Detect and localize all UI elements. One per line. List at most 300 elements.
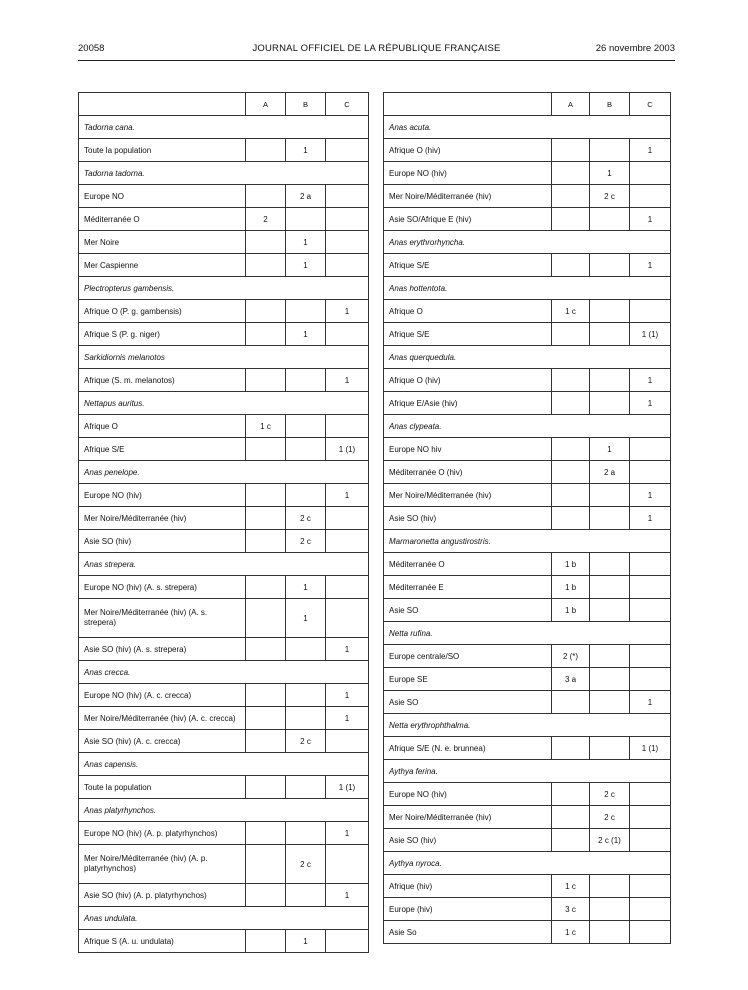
- value-a: [246, 822, 286, 845]
- population-label: Afrique O: [79, 415, 246, 438]
- value-b: 1: [286, 139, 326, 162]
- value-a: [246, 930, 286, 953]
- value-c: 1 (1): [630, 323, 671, 346]
- population-row: [79, 323, 369, 346]
- value-c: [630, 921, 671, 944]
- population-row: [384, 691, 671, 714]
- value-c: 1: [326, 884, 369, 907]
- population-row: [384, 369, 671, 392]
- population-label: Asie SO: [384, 599, 552, 622]
- value-a: [552, 369, 590, 392]
- value-b: [590, 208, 630, 231]
- value-c: [326, 139, 369, 162]
- value-b: [590, 300, 630, 323]
- population-row: [79, 845, 369, 884]
- value-a: [246, 231, 286, 254]
- value-c: [630, 438, 671, 461]
- value-b: 1: [286, 599, 326, 638]
- species-row: [384, 760, 671, 783]
- population-row: [384, 162, 671, 185]
- population-row: [79, 530, 369, 553]
- value-a: [552, 783, 590, 806]
- species-row: [79, 799, 369, 822]
- value-c: [326, 576, 369, 599]
- value-b: [286, 208, 326, 231]
- value-a: [552, 461, 590, 484]
- column-header-c: C: [326, 93, 369, 116]
- population-label: Méditerranée O: [384, 553, 552, 576]
- value-c: [326, 930, 369, 953]
- species-row: [384, 530, 671, 553]
- population-row: [79, 822, 369, 845]
- species-row: [79, 661, 369, 684]
- population-label: Europe (hiv): [384, 898, 552, 921]
- species-row: [384, 277, 671, 300]
- population-row: [384, 783, 671, 806]
- species-name: Tadorna cana.: [79, 116, 369, 139]
- species-row: [384, 231, 671, 254]
- population-row: [384, 392, 671, 415]
- value-a: [246, 369, 286, 392]
- value-b: [286, 300, 326, 323]
- population-label: Mer Noire/Méditerranée (hiv) (A. c. crecca): [79, 707, 246, 730]
- value-b: [590, 599, 630, 622]
- value-b: [590, 484, 630, 507]
- value-b: [286, 638, 326, 661]
- species-name: Tadorna tadorna.: [79, 162, 369, 185]
- population-label: Afrique S/E: [79, 438, 246, 461]
- species-name: Anas erythrorhyncha.: [384, 231, 671, 254]
- value-b: [286, 884, 326, 907]
- value-a: [246, 507, 286, 530]
- value-b: [286, 776, 326, 799]
- population-row: [79, 707, 369, 730]
- species-name: Anas platyrhynchos.: [79, 799, 369, 822]
- value-a: [246, 300, 286, 323]
- species-name: Anas penelope.: [79, 461, 369, 484]
- value-a: 1 c: [246, 415, 286, 438]
- value-b: [590, 921, 630, 944]
- value-c: [630, 875, 671, 898]
- value-a: [552, 737, 590, 760]
- value-c: 1: [630, 484, 671, 507]
- species-row: [384, 714, 671, 737]
- population-label: Asie SO: [384, 691, 552, 714]
- value-a: [246, 684, 286, 707]
- value-a: 2: [246, 208, 286, 231]
- value-a: [552, 392, 590, 415]
- value-a: [552, 208, 590, 231]
- value-c: [630, 185, 671, 208]
- population-label: Europe NO hiv: [384, 438, 552, 461]
- value-b: [590, 553, 630, 576]
- value-a: [246, 139, 286, 162]
- value-b: [286, 484, 326, 507]
- population-label: Europe centrale/SO: [384, 645, 552, 668]
- value-a: 1 c: [552, 300, 590, 323]
- value-b: [286, 684, 326, 707]
- species-row: [384, 415, 671, 438]
- population-label: Asie SO (hiv): [79, 530, 246, 553]
- population-row: [384, 507, 671, 530]
- value-b: 2 c: [590, 185, 630, 208]
- page-number: 20058: [78, 43, 105, 54]
- value-a: [552, 254, 590, 277]
- value-c: [630, 300, 671, 323]
- population-label: Afrique O (hiv): [384, 369, 552, 392]
- value-c: [630, 783, 671, 806]
- value-c: 1: [630, 369, 671, 392]
- population-label: Europe NO (hiv) (A. p. platyrhynchos): [79, 822, 246, 845]
- value-a: [246, 599, 286, 638]
- population-label: Europe NO (hiv) (A. c. crecca): [79, 684, 246, 707]
- value-b: [590, 645, 630, 668]
- population-row: [384, 668, 671, 691]
- value-b: 2 c: [286, 845, 326, 884]
- population-row: [384, 921, 671, 944]
- value-b: [590, 323, 630, 346]
- value-c: 1: [326, 300, 369, 323]
- population-label: Mer Noire/Méditerranée (hiv): [384, 484, 552, 507]
- column-header-empty: [384, 93, 552, 116]
- population-label: Europe NO (hiv): [79, 484, 246, 507]
- population-label: Asie SO (hiv) (A. c. crecca): [79, 730, 246, 753]
- species-row: [79, 392, 369, 415]
- value-a: 1 c: [552, 875, 590, 898]
- value-c: [326, 845, 369, 884]
- value-a: [246, 730, 286, 753]
- value-a: [246, 776, 286, 799]
- value-a: [246, 707, 286, 730]
- population-label: Toute la population: [79, 776, 246, 799]
- value-b: 1: [286, 254, 326, 277]
- value-a: 2 (*): [552, 645, 590, 668]
- population-row: [384, 576, 671, 599]
- species-row: [384, 116, 671, 139]
- value-c: [630, 162, 671, 185]
- species-row: [79, 553, 369, 576]
- population-row: [79, 507, 369, 530]
- value-c: 1: [326, 822, 369, 845]
- value-c: [326, 231, 369, 254]
- population-row: [79, 576, 369, 599]
- value-a: [552, 438, 590, 461]
- population-row: [79, 438, 369, 461]
- population-row: [384, 806, 671, 829]
- population-row: [384, 254, 671, 277]
- population-label: Europe NO (hiv): [384, 783, 552, 806]
- population-label: Afrique S/E: [384, 254, 552, 277]
- population-row: [384, 461, 671, 484]
- value-a: [552, 806, 590, 829]
- population-label: Asie SO (hiv) (A. s. strepera): [79, 638, 246, 661]
- value-a: [246, 484, 286, 507]
- value-b: 2 c: [286, 507, 326, 530]
- population-row: [384, 484, 671, 507]
- value-c: 1: [326, 707, 369, 730]
- population-row: [79, 684, 369, 707]
- value-b: [590, 691, 630, 714]
- population-label: Mer Noire/Méditerranée (hiv) (A. p. platyrhynchos): [79, 845, 246, 884]
- value-c: [630, 806, 671, 829]
- right-table: [383, 92, 671, 944]
- value-c: [630, 898, 671, 921]
- value-b: [590, 392, 630, 415]
- value-c: [630, 829, 671, 852]
- species-name: Aythya ferina.: [384, 760, 671, 783]
- population-row: [79, 185, 369, 208]
- column-header-b: B: [590, 93, 630, 116]
- value-c: [326, 254, 369, 277]
- population-row: [79, 254, 369, 277]
- value-b: [590, 898, 630, 921]
- value-c: 1: [630, 691, 671, 714]
- value-a: [552, 162, 590, 185]
- value-c: 1 (1): [326, 438, 369, 461]
- species-row: [79, 753, 369, 776]
- column-header-empty: [79, 93, 246, 116]
- population-row: [384, 737, 671, 760]
- value-a: [552, 323, 590, 346]
- value-c: 1: [326, 484, 369, 507]
- value-b: [286, 369, 326, 392]
- species-name: Netta rufina.: [384, 622, 671, 645]
- value-c: [630, 461, 671, 484]
- population-row: [384, 323, 671, 346]
- population-label: Asie SO (hiv) (A. p. platyrhynchos): [79, 884, 246, 907]
- population-label: Afrique O: [384, 300, 552, 323]
- species-row: [79, 461, 369, 484]
- value-b: [286, 415, 326, 438]
- population-label: Afrique S (A. u. undulata): [79, 930, 246, 953]
- value-b: [590, 139, 630, 162]
- value-c: 1 (1): [326, 776, 369, 799]
- column-header-row: [384, 93, 671, 116]
- population-row: [79, 415, 369, 438]
- population-label: Afrique O (P. g. gambensis): [79, 300, 246, 323]
- value-b: 1: [590, 162, 630, 185]
- species-row: [79, 116, 369, 139]
- population-row: [384, 898, 671, 921]
- value-c: [326, 323, 369, 346]
- value-c: [326, 185, 369, 208]
- population-row: [384, 300, 671, 323]
- population-label: Afrique (hiv): [384, 875, 552, 898]
- population-row: [79, 208, 369, 231]
- journal-title: JOURNAL OFFICIEL DE LA RÉPUBLIQUE FRANÇAISE: [252, 43, 501, 54]
- value-c: [326, 415, 369, 438]
- value-b: [286, 822, 326, 845]
- species-name: Aythya nyroca.: [384, 852, 671, 875]
- population-row: [79, 638, 369, 661]
- value-b: 2 c: [286, 730, 326, 753]
- value-c: 1: [630, 392, 671, 415]
- species-row: [79, 346, 369, 369]
- species-row: [384, 346, 671, 369]
- value-b: 1: [286, 323, 326, 346]
- value-b: [590, 576, 630, 599]
- value-a: 1 b: [552, 599, 590, 622]
- population-row: [384, 185, 671, 208]
- value-b: [286, 438, 326, 461]
- value-b: 1: [286, 576, 326, 599]
- value-b: 2 c (1): [590, 829, 630, 852]
- population-label: Asie SO/Afrique E (hiv): [384, 208, 552, 231]
- population-row: [79, 300, 369, 323]
- value-c: [326, 730, 369, 753]
- value-c: [630, 668, 671, 691]
- value-c: [326, 530, 369, 553]
- value-b: [286, 707, 326, 730]
- value-b: [590, 875, 630, 898]
- value-b: 2 c: [286, 530, 326, 553]
- population-label: Europe NO (hiv) (A. s. strepera): [79, 576, 246, 599]
- value-b: [590, 668, 630, 691]
- species-name: Anas hottentota.: [384, 277, 671, 300]
- value-b: 1: [286, 930, 326, 953]
- population-row: [384, 208, 671, 231]
- species-row: [384, 852, 671, 875]
- population-row: [79, 599, 369, 638]
- species-name: Netta erythrophthalma.: [384, 714, 671, 737]
- population-row: [384, 829, 671, 852]
- species-name: Plectropterus gambensis.: [79, 277, 369, 300]
- value-a: [552, 185, 590, 208]
- value-a: [552, 139, 590, 162]
- population-label: Mer Noire/Méditerranée (hiv): [384, 185, 552, 208]
- population-row: [384, 875, 671, 898]
- value-c: 1 (1): [630, 737, 671, 760]
- species-row: [79, 277, 369, 300]
- population-label: Europe NO (hiv): [384, 162, 552, 185]
- population-label: Asie SO (hiv): [384, 829, 552, 852]
- value-a: 1 c: [552, 921, 590, 944]
- value-c: 1: [326, 369, 369, 392]
- value-a: [552, 507, 590, 530]
- value-a: [246, 530, 286, 553]
- value-a: 1 b: [552, 576, 590, 599]
- header-rule: [78, 60, 675, 61]
- value-c: [326, 507, 369, 530]
- publication-date: 26 novembre 2003: [595, 43, 675, 54]
- value-c: [326, 599, 369, 638]
- value-a: 3 c: [552, 898, 590, 921]
- population-label: Mer Noire: [79, 231, 246, 254]
- left-table: [78, 92, 369, 953]
- value-a: [246, 638, 286, 661]
- population-row: [384, 645, 671, 668]
- value-b: [590, 507, 630, 530]
- species-name: Anas crecca.: [79, 661, 369, 684]
- value-a: [246, 323, 286, 346]
- population-row: [79, 369, 369, 392]
- value-b: [590, 369, 630, 392]
- column-header-b: B: [286, 93, 326, 116]
- species-name: Anas querquedula.: [384, 346, 671, 369]
- value-a: [246, 254, 286, 277]
- population-row: [384, 599, 671, 622]
- value-b: 1: [590, 438, 630, 461]
- population-row: [79, 231, 369, 254]
- value-c: 1: [630, 139, 671, 162]
- population-label: Afrique S (P. g. niger): [79, 323, 246, 346]
- population-label: Méditerranée E: [384, 576, 552, 599]
- population-row: [79, 776, 369, 799]
- population-label: Mer Caspienne: [79, 254, 246, 277]
- species-name: Anas capensis.: [79, 753, 369, 776]
- species-row: [79, 907, 369, 930]
- value-c: 1: [630, 254, 671, 277]
- value-c: [326, 208, 369, 231]
- population-row: [384, 438, 671, 461]
- population-row: [384, 139, 671, 162]
- population-label: Europe NO: [79, 185, 246, 208]
- value-b: 2 c: [590, 806, 630, 829]
- value-a: [246, 185, 286, 208]
- population-row: [384, 553, 671, 576]
- column-header-c: C: [630, 93, 671, 116]
- population-row: [79, 139, 369, 162]
- population-label: Afrique S/E: [384, 323, 552, 346]
- population-label: Afrique S/E (N. e. brunnea): [384, 737, 552, 760]
- value-a: 3 a: [552, 668, 590, 691]
- value-c: [630, 553, 671, 576]
- population-label: Mer Noire/Méditerranée (hiv) (A. s. strepera): [79, 599, 246, 638]
- population-label: Méditerranée O (hiv): [384, 461, 552, 484]
- value-c: 1: [630, 507, 671, 530]
- value-a: [246, 576, 286, 599]
- population-row: [79, 884, 369, 907]
- population-row: [79, 484, 369, 507]
- value-a: [552, 484, 590, 507]
- population-label: Toute la population: [79, 139, 246, 162]
- species-name: Nettapus auritus.: [79, 392, 369, 415]
- value-b: 2 a: [286, 185, 326, 208]
- value-a: [246, 438, 286, 461]
- population-label: Mer Noire/Méditerranée (hiv): [384, 806, 552, 829]
- value-a: [246, 845, 286, 884]
- value-c: [630, 599, 671, 622]
- column-header-a: A: [246, 93, 286, 116]
- value-b: [590, 737, 630, 760]
- value-a: [552, 691, 590, 714]
- value-c: 1: [326, 638, 369, 661]
- value-a: [246, 884, 286, 907]
- value-b: [590, 254, 630, 277]
- population-label: Mer Noire/Méditerranée (hiv): [79, 507, 246, 530]
- value-a: [552, 829, 590, 852]
- species-row: [79, 162, 369, 185]
- value-b: 2 a: [590, 461, 630, 484]
- population-label: Asie So: [384, 921, 552, 944]
- species-name: Sarkidiornis melanotos: [79, 346, 369, 369]
- value-c: 1: [326, 684, 369, 707]
- value-c: 1: [630, 208, 671, 231]
- population-row: [79, 930, 369, 953]
- column-header-row: [79, 93, 369, 116]
- value-b: 2 c: [590, 783, 630, 806]
- species-name: Anas acuta.: [384, 116, 671, 139]
- page-header: [78, 43, 675, 57]
- value-b: 1: [286, 231, 326, 254]
- population-label: Asie SO (hiv): [384, 507, 552, 530]
- species-name: Anas undulata.: [79, 907, 369, 930]
- population-label: Europe SE: [384, 668, 552, 691]
- species-name: Marmaronetta angustirostris.: [384, 530, 671, 553]
- population-label: Afrique O (hiv): [384, 139, 552, 162]
- population-label: Afrique (S. m. melanotos): [79, 369, 246, 392]
- population-label: Afrique E/Asie (hiv): [384, 392, 552, 415]
